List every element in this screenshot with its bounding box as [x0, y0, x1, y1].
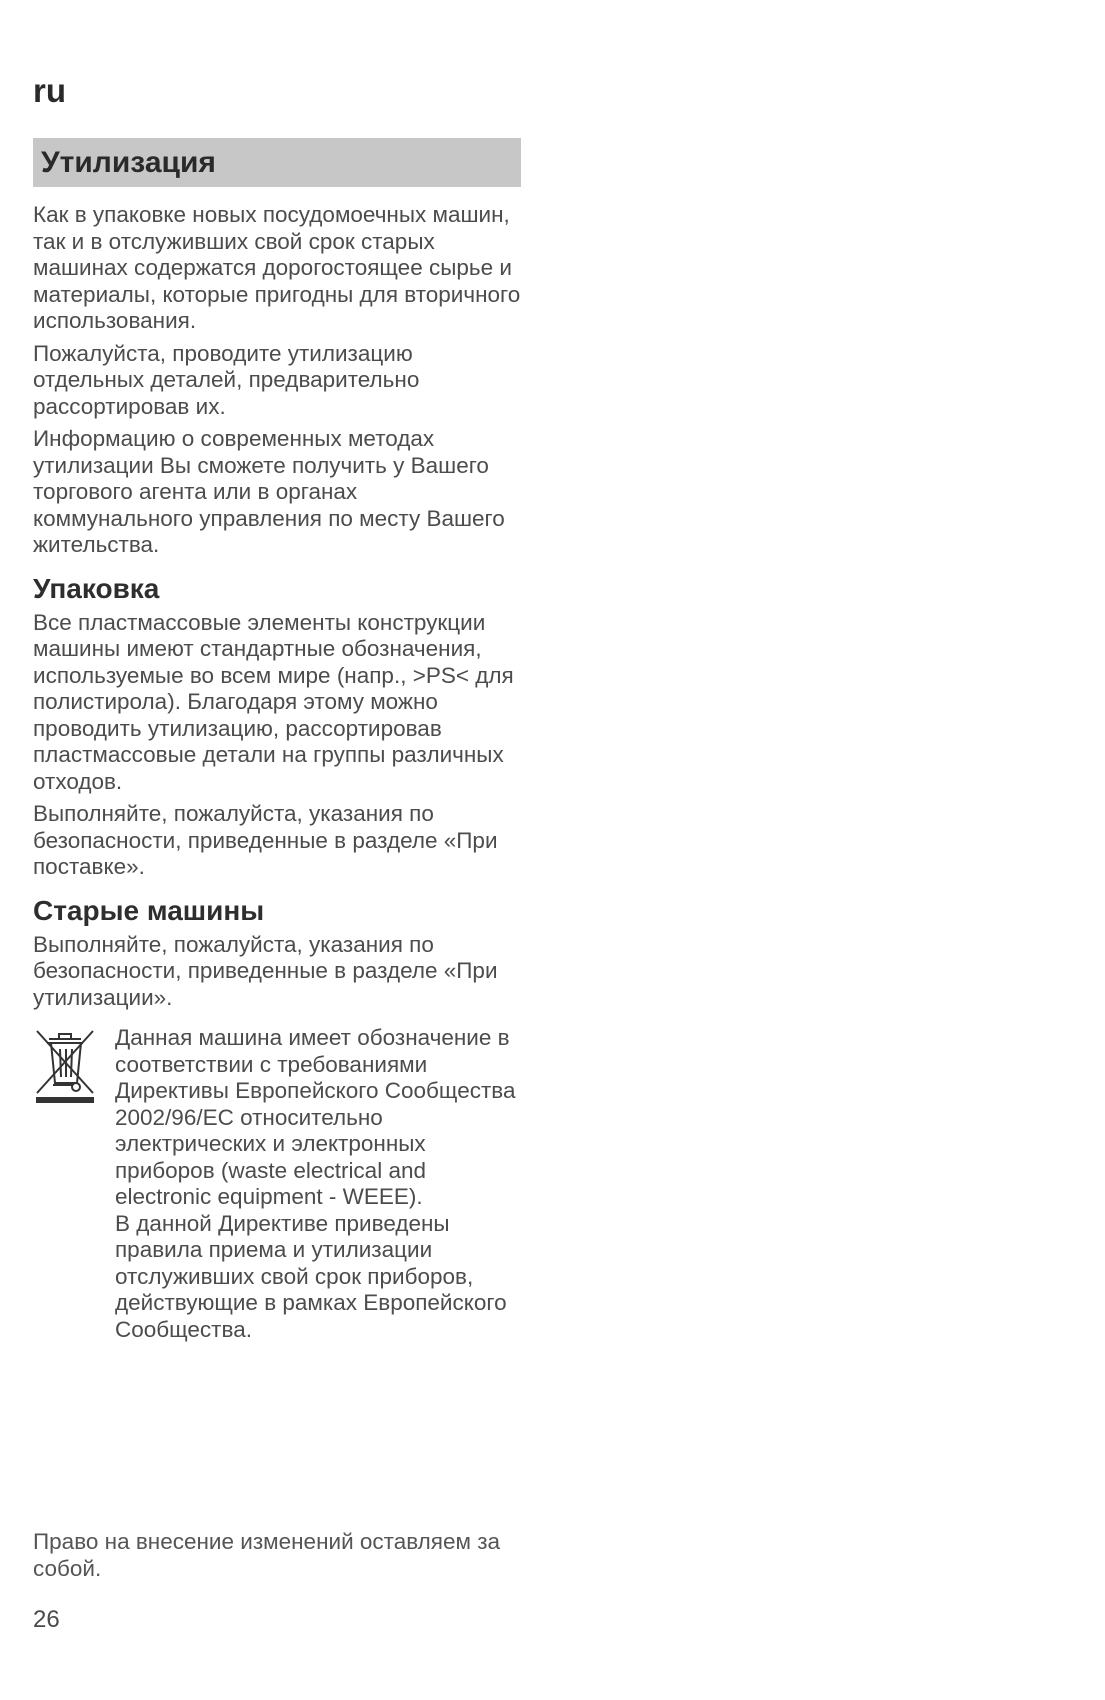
- crossed-out-wheelie-bin-icon: [33, 1025, 115, 1343]
- main-column: [33, 138, 521, 1343]
- section-title-old-machines: Старые машины: [33, 894, 265, 926]
- paragraph: Выполняйте, пожалуйста, указания по безопасности, приведенные в разделе «При поставке».: [33, 801, 498, 879]
- footnote: Право на внесение изменений оставляем за собой.: [33, 1529, 501, 1581]
- section-header-band: [33, 138, 521, 187]
- paragraph: Как в упаковке новых посудомоечных машин, так и в отслуживших свой срок старых машинах содержатся дорогостоящее сырье и материалы, которые пригодны для вторичного использования.: [33, 202, 521, 333]
- page-number: 26: [33, 1606, 60, 1633]
- paragraph: Данная машина имеет обозначение в соответствии с требованиями Директивы Европейского Сообщества 2002/96/EC относительно электрических и электронных приборов (waste electrical and electronic equipment - WEEE).: [115, 1025, 516, 1209]
- paragraph: Выполняйте, пожалуйста, указания по безопасности, приведенные в разделе «При утилизации».: [33, 931, 498, 1010]
- weee-notice: [33, 1025, 521, 1343]
- paragraph: Пожалуйста, проводите утилизацию отдельных деталей, предварительно рассортировав их.: [33, 340, 420, 419]
- weee-text: [115, 1025, 521, 1343]
- paragraph: Информацию о современных методах утилизации Вы сможете получить у Вашего торгового агента или в органах коммунального управления по месту Вашего жительства.: [33, 426, 505, 557]
- paragraph: В данной Директиве приведены правила приема и утилизации отслуживших свой срок приборов, действующие в рамках Европейского Сообщества.: [115, 1210, 507, 1342]
- language-code: ru: [33, 72, 66, 109]
- section-title-utilization: Утилизация: [41, 145, 216, 179]
- section-title-packaging: Упаковка: [33, 572, 160, 604]
- paragraph: Все пластмассовые элементы конструкции машины имеют стандартные обозначения, используемые во всем мире (напр., >PS< для полистирола). Благодаря этому можно проводить утилизацию, рассортировав пластмассовые детали на группы различных отходов.: [33, 609, 514, 794]
